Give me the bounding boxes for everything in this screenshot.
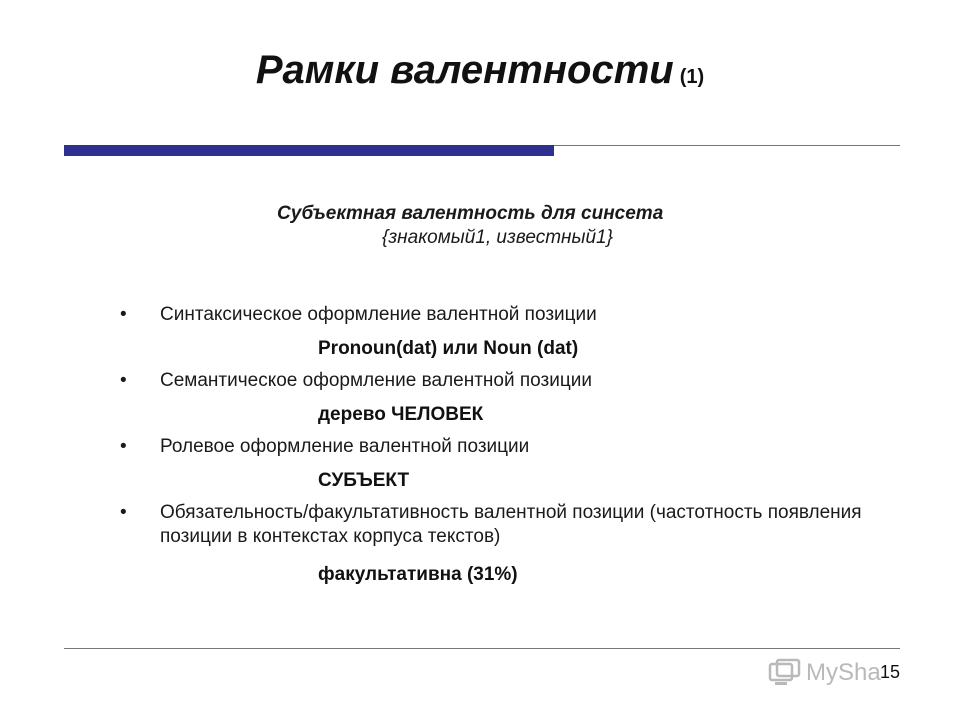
slide-title (0, 48, 960, 93)
bullet-point: • (120, 436, 127, 457)
list-item-text: Ролевое оформление валентной позиции (160, 436, 530, 457)
watermark-text: MySha (806, 659, 881, 686)
list-item-value: СУБЪЕКТ (318, 470, 410, 491)
subtitle-line-2: {знакомый1, известный1} (382, 227, 613, 248)
footer-rule (64, 648, 900, 649)
list-item-text: Обязательность/факультативность валентной позиции (частотность появления позиции в контекстах корпуса текстов) (160, 502, 862, 547)
bullet-point: • (120, 502, 127, 523)
mysharedoc-logo-icon (768, 658, 802, 688)
list-item-value: Pronoun(dat) или Noun (dat) (318, 338, 579, 359)
watermark (768, 656, 881, 690)
list-item-text: Синтаксическое оформление валентной позиции (160, 304, 597, 325)
subtitle (270, 203, 750, 249)
bullet-point: • (120, 370, 127, 391)
subtitle-line-1: Субъектная валентность для синсета (277, 203, 664, 224)
page-number: 15 (880, 662, 901, 682)
slide-title-number: (1) (679, 66, 705, 88)
header-rule (554, 145, 900, 146)
list-item-value: дерево ЧЕЛОВЕК (318, 404, 484, 425)
slide-title-text: Рамки валентности (255, 48, 674, 92)
list-item-value: факультативна (31%) (318, 564, 518, 585)
accent-bar (64, 145, 554, 156)
bullet-point: • (120, 304, 127, 325)
list-item-text: Семантическое оформление валентной позиции (160, 370, 592, 391)
